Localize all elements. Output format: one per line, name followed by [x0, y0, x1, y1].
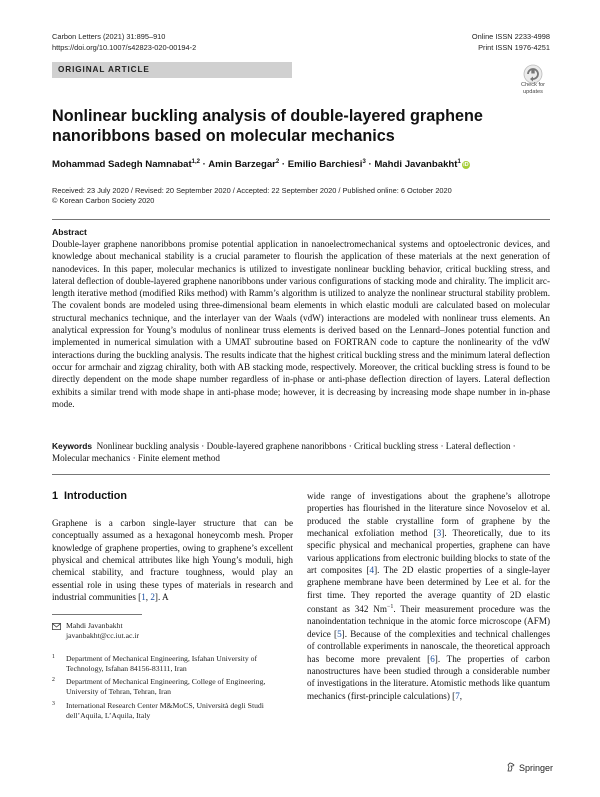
- affiliation-number: 2: [52, 677, 55, 683]
- author-affiliation: 3: [362, 159, 366, 165]
- keywords-list: Nonlinear buckling analysis · Double-layered graphene nanoribbons · Critical buckling stress · Lateral deflection · Molecular mechanics · Finite element method: [52, 441, 516, 464]
- paragraph-text: ]. Theoretically, due to its specific physical and mechanical properties, graphene can have various applications from electronic building blocks to state of the art composites [: [307, 528, 550, 576]
- contact-name: Mahdi Javanbakht: [66, 621, 123, 630]
- citation-link[interactable]: 4: [369, 565, 375, 576]
- author-affiliation: 2: [275, 159, 280, 165]
- footnote-rule: [52, 614, 142, 615]
- affiliation-number: 1: [52, 654, 55, 660]
- divider: [52, 474, 550, 475]
- author-name[interactable]: Amin Barzegar: [208, 159, 276, 171]
- author-separator: ·: [200, 159, 209, 171]
- publisher-logo: [506, 762, 553, 773]
- citation-separator: ,: [145, 592, 151, 603]
- abstract-heading: Abstract: [52, 227, 87, 237]
- paragraph-text: wide range of investigations about the graphene’s allotrope properties has flourished in the literature since Novoselov et al. produced the stable crystalline form of graphene by the mechanical exfoliation method [: [307, 491, 550, 539]
- section-heading: [52, 490, 127, 502]
- citation-link[interactable]: 2: [150, 592, 155, 603]
- orcid-icon[interactable]: iD: [463, 162, 469, 169]
- copyright-line: © Korean Carbon Society 2020: [52, 196, 155, 205]
- paragraph-text: ,: [459, 690, 463, 701]
- affiliation-2: Department of Mechanical Engineering, College of Engineering, University of Tehran, Tehran, Iran: [66, 677, 266, 696]
- affiliation-3: International Research Center M&MoCS, Università degli Studi dell’Aquila, L’Aquila, Italy: [66, 701, 264, 720]
- paper-title: Nonlinear buckling analysis of double-layered graphene nanoribbons based on molecular mechanics: [52, 107, 483, 145]
- doi-link[interactable]: https://doi.org/10.1007/s42823-020-00194-2: [52, 42, 197, 52]
- affiliation-number: 3: [52, 701, 55, 707]
- author-name[interactable]: Mohammad Sadegh Namnabat: [52, 159, 192, 171]
- citation-link[interactable]: 1: [141, 592, 146, 603]
- author-affiliation: 1: [457, 159, 461, 165]
- unit-superscript: −1: [386, 604, 394, 611]
- print-issn: Print ISSN 1976-4251: [478, 42, 550, 52]
- corresponding-author: [66, 621, 291, 640]
- author-name[interactable]: Emilio Barchiesi: [287, 159, 363, 171]
- citation-link[interactable]: 3: [436, 528, 442, 539]
- author-affiliation: 1,2: [191, 159, 201, 165]
- author-list: [52, 156, 552, 171]
- online-issn: Online ISSN 2233-4998: [471, 32, 550, 41]
- check-for-updates-label[interactable]: [510, 82, 556, 95]
- journal-citation: Carbon Letters (2021) 31:895–910: [52, 32, 166, 41]
- divider: [52, 219, 550, 220]
- paragraph-text: ]. A: [154, 592, 169, 603]
- article-type-badge: ORIGINAL ARTICLE: [52, 62, 292, 78]
- paragraph-text: ]. Because of the complexities and technical challenges of controllable experiments in nanoscale, the theoretical approach has become more prevalent [: [307, 628, 550, 664]
- body-column-right: [307, 490, 550, 702]
- contact-email[interactable]: javanbakht@cc.iut.ac.ir: [66, 630, 140, 640]
- author-separator: ·: [279, 159, 288, 171]
- citation-link[interactable]: 5: [337, 628, 342, 639]
- section-title: Introduction: [64, 490, 127, 502]
- keywords: [52, 440, 550, 465]
- affiliation-1: Department of Mechanical Engineering, Isfahan University of Technology, Isfahan 84156-83111, Iran: [66, 654, 258, 673]
- paragraph-text: ]. The 2D elastic properties of a single-layer graphene membrane have been determined by Lee et al. for the first time. They reported the average quantity of 2D elastic constant as 342 Nm: [307, 565, 550, 615]
- publisher-name: Springer: [519, 763, 554, 773]
- history-dates: Received: 23 July 2020 / Revised: 20 September 2020 / Accepted: 22 September 2020 / Published online: 6 October 2020: [52, 186, 452, 195]
- publication-dates: [52, 186, 552, 206]
- paragraph-text: ]. The properties of carbon nanostructures have been studied through a considerable number of investigations in the literature. Atomistic methods like quantum mechanics (first-principle calculations) [: [307, 653, 550, 701]
- abstract-text: Double-layer graphene nanoribbons promise potential application in nanoelectromechanical systems and optoelectronic devices, and knowledge about mechanical stability is a crucial parameter to flourish the application of these materials at the next generation of nanodevices. In this paper, molecular mechanics is utilized to investigate nonlinear buckling behavior, critical buckling stress, and lateral deflection of double-layered graphene nanoribbons under various configurations of stacking mode and chirality. The implicit arc-length iterative method (modified Riks method) with Ramm’s algorithm is utilized to analyze the nonlinear structural stability problem. The covalent bonds are modeled using three-dimensional beam elements in which elastic moduli are calculated based on molecular structural mechanics technique, and the interlayer van der Waals (vdW) interactions are modeled with nonlinear truss elements. An analytical expression for Young’s modulus of nonlinear truss elements is derived based on the Lennard–Jones potential function and implemented in numerical simulation with a UMAT subroutine based on FORTRAN code to capture the nonlinearity of the vdW interactions during the buckling analysis. The results indicate that the highest critical buckling stress and the minimum lateral deflection occur for armchair and zigzag chirality, both with AB stacking mode, respectively. Moreover, the critical buckling stress is found to be directly dependent on the mode shape number regardless of in-phase or anti-phase deflection direction of layers. Lateral deflection exhibits a similar trend with mode shape in anti-phase mode; however, it is decreasing by increasing mode shape number in in-phase mode.: [52, 239, 550, 409]
- citation-link[interactable]: 7: [455, 690, 460, 701]
- body-column-left: [52, 517, 293, 603]
- author-name[interactable]: Mahdi Javanbakht: [374, 159, 458, 171]
- paragraph-text: Graphene is a carbon single-layer structure that can be conceptually assumed as a hexagonal honeycomb mesh. Proper knowledge of graphene properties, owing to graphene’s excellent physical and chemical attributes like high Young’s moduli, high chemical stability, and fracture toughness, would play an essential role in using these types of materials in research and industrial communities [: [52, 518, 293, 603]
- springer-horse-icon: [506, 762, 516, 772]
- check-updates-line2: updates: [523, 88, 543, 95]
- keywords-label: Keywords: [52, 441, 93, 451]
- envelope-icon[interactable]: [52, 623, 61, 630]
- check-updates-line1: Check for: [521, 82, 545, 88]
- citation-link[interactable]: 6: [430, 653, 435, 664]
- paragraph-text: . Their measurement procedure was the nanoindentation technique in the atomic force microscope (AFM) device [: [307, 604, 550, 639]
- author-separator: ·: [365, 159, 375, 171]
- section-number: 1: [52, 490, 59, 502]
